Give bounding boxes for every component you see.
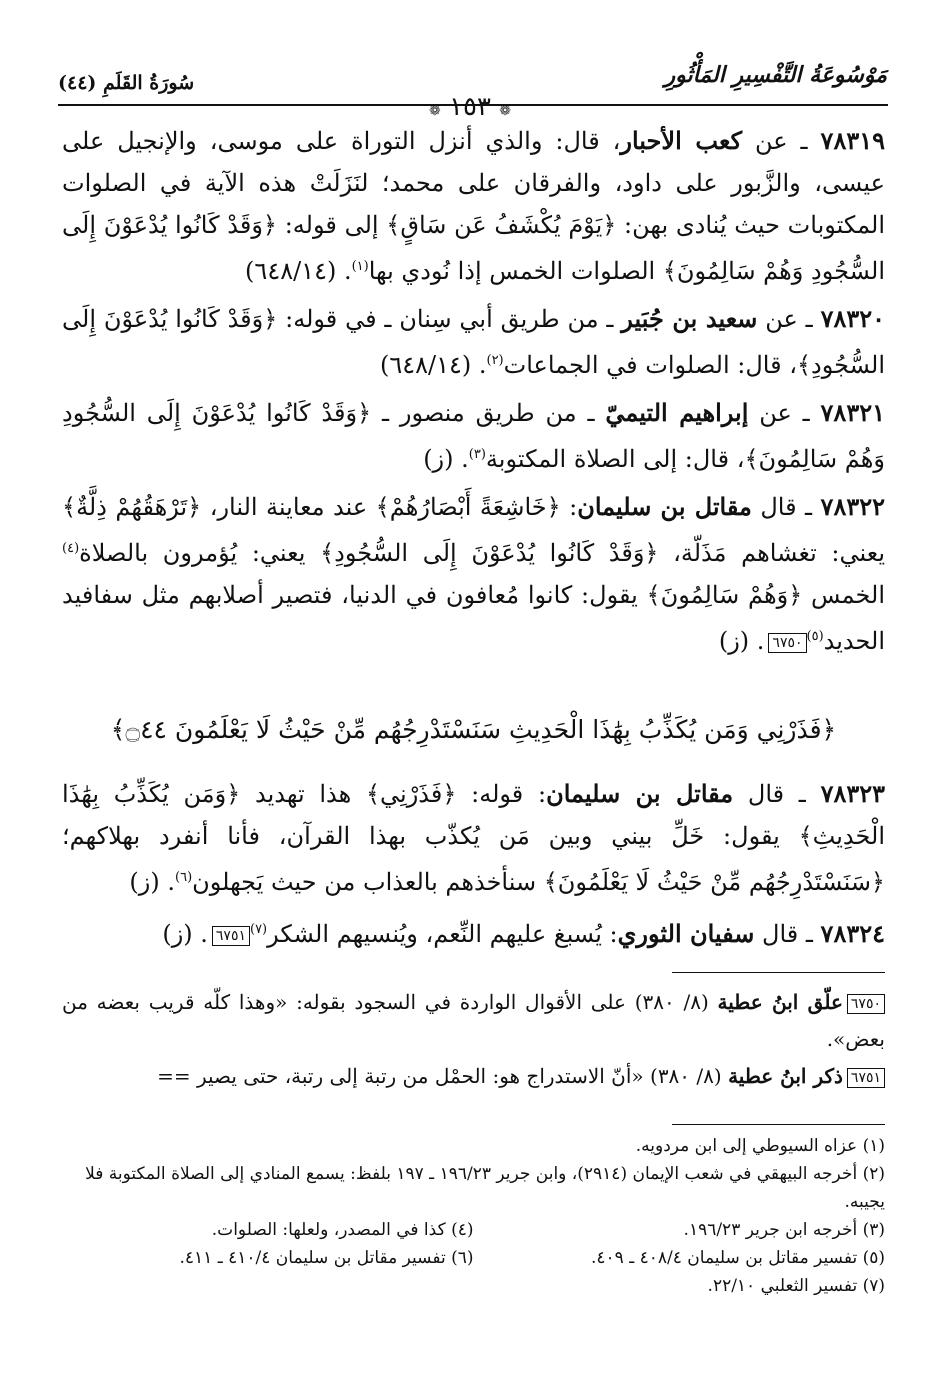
footnotes	[62, 1132, 885, 1300]
note-lead: علّق ابنُ عطية	[717, 990, 843, 1014]
book-title: مَوْسُوعَةُ التَّفْسِيرِ المَأْثُورِ	[664, 62, 887, 88]
commentary-note	[62, 984, 885, 1058]
entry-text: : قوله: ﴿فَذَرْنِي﴾ هذا تهديد ﴿وَمَن يُكَذِّبُ بِهَٰذَا الْحَدِيثِ﴾ يقول: خَلِّ بيني وبين مَن يُكذّب بهذا القرآن، فأنا أنفرد بهلاكهم؛ ﴿سَنَسْتَدْرِجُهُم مِّنْ حَيْثُ لَا يَعْلَمُونَ﴾ سنأخذهم بالعذاب من حيث يَجهلون	[62, 780, 885, 896]
footnote: (٦) تفسير مقاتل بن سليمان ٤١٠/٤ ـ ٤١١.	[179, 1248, 474, 1268]
entry-text: ـ عن	[757, 305, 813, 333]
entry-source: مقاتل بن سليمان	[546, 779, 734, 808]
footnotes-divider	[672, 1124, 885, 1125]
entry	[62, 486, 885, 662]
note-box-ref: ٦٧٥٠	[768, 633, 806, 653]
entry-text: ، قال: والذي أنزل التوراة على موسى، والإنجيل على عيسى، والزَّبور على داود، والفرقان على محمد؛ لنَزَلَتْ هذه الآية في الصلوات المكتوبات حيث يُنادى بهن: ﴿يَوْمَ يُكْشَفُ عَن سَاقٍ﴾ إلى قوله: ﴿وَقَدْ كَانُوا يُدْعَوْنَ إِلَى السُّجُودِ وَهُمْ سَالِمُونَ﴾ الصلوات الخمس إذا نُودي بها	[62, 127, 885, 285]
footnote-ref: (٤)	[62, 541, 80, 556]
footnote-ref: (٧)	[249, 922, 268, 937]
entry-source: إبراهيم التيميّ	[605, 398, 749, 427]
footnote-row	[62, 1216, 885, 1244]
commentary-notes	[62, 984, 885, 1095]
note-lead: ذكر ابنُ عطية	[728, 1064, 843, 1088]
entry	[62, 773, 885, 903]
entry-text: ـ عن	[748, 399, 810, 427]
entry-text: ـ قال	[751, 493, 813, 521]
entry-text: : يُسبغ عليهم النِّعم، ويُنسيهم الشكر	[267, 920, 618, 948]
entries-block	[62, 120, 885, 662]
header-rule	[58, 104, 888, 106]
note-text: (٨/ ٣٨٠) «أنّ الاستدراج هو: الحمْل من رتبة إلى رتبة، حتى يصير ==	[157, 1064, 729, 1088]
ornament-icon: ❁	[499, 103, 511, 119]
entry-text: ـ قال	[733, 780, 806, 808]
entry-source: سعيد بن جُبَير	[621, 304, 758, 333]
footnote: (٢) أخرجه البيهقي في شعب الإيمان (٢٩١٤)، وابن جرير ١٩٦/٢٣ ـ ١٩٧ بلفظ: يسمع المنادي إلى الصلاة المكتوبة فلا يجيبه.	[85, 1164, 885, 1212]
entry-text: : ﴿خَاشِعَةً أَبْصَارُهُمْ﴾ عند معاينة النار، ﴿تَرْهَقُهُمْ ذِلَّةٌ﴾ يعني: تغشاهم مَذَلّة، ﴿وَقَدْ كَانُوا يُدْعَوْنَ إِلَى السُّجُودِ﴾ يعني: يُؤمرون بالصلاة	[62, 493, 885, 567]
note-box: ٦٧٥١	[847, 1068, 885, 1088]
entry	[62, 120, 885, 292]
entries-block-2	[62, 773, 885, 955]
surah-name: سُورَةُ القَلَمِ (٤٤)	[58, 72, 195, 94]
footnote-ref: (٥)	[806, 629, 824, 644]
footnote: (١) عزاه السيوطي إلى ابن مردويه.	[635, 1136, 885, 1156]
entry-number: ٧٨٣٢٣	[820, 779, 886, 808]
entry	[62, 298, 885, 386]
entry	[62, 909, 885, 955]
quran-verse: ﴿فَذَرْنِي وَمَن يُكَذِّبُ بِهَٰذَا الْحَدِيثِ سَنَسْتَدْرِجُهُم مِّنْ حَيْثُ لَا يَعْلَمُونَ ۝٤٤﴾	[110, 715, 837, 744]
entry-text: ـ عن	[742, 127, 808, 155]
entry-number: ٧٨٣٢٠	[820, 304, 886, 333]
footnote: (٧) تفسير الثعلبي ٢٢/١٠.	[707, 1276, 885, 1296]
entry-number: ٧٨٣٢٢	[820, 492, 885, 521]
note-text: (٨/ ٣٨٠) على الأقوال الواردة في السجود بقوله: «وهذا كلّه قريب بعضه من بعض».	[62, 990, 885, 1051]
entry-source: سفيان الثوري	[617, 919, 755, 948]
entry-text: الخمس ﴿وَهُمْ سَالِمُونَ﴾ يقول: كانوا مُعافون في الدنيا، فتصير أصلابهم مثل سفافيد الحديد	[62, 581, 885, 655]
entry-ref: . (ز)	[129, 868, 175, 896]
footnote-ref: (٢)	[486, 353, 504, 368]
entry-number: ٧٨٣٢١	[820, 398, 885, 427]
entry-ref: . (٦٤٨/١٤)	[245, 257, 352, 285]
entry-text: ـ قال	[754, 920, 813, 948]
notes-divider	[672, 972, 885, 973]
footnote-ref: (١)	[351, 259, 369, 274]
entry-ref: . (٦٤٨/١٤)	[379, 351, 487, 379]
entry-text: ـ من طريق أبي سِنان ـ في قوله: ﴿وَقَدْ كَانُوا يُدْعَوْنَ إِلَى السُّجُودِ﴾، قال: الصلوات في الجماعات	[62, 305, 885, 379]
footnote: (٤) كذا في المصدر، ولعلها: الصلوات.	[211, 1220, 474, 1240]
ornament-icon: ❁	[429, 103, 441, 119]
page-number-block	[405, 92, 535, 122]
footnote-ref: (٦)	[175, 870, 193, 885]
entry-number: ٧٨٣٢٤	[820, 919, 885, 948]
footnote-ref: (٣)	[468, 447, 486, 462]
footnote-row	[62, 1244, 885, 1272]
entry-text: ـ من طريق منصور ـ ﴿وَقَدْ كَانُوا يُدْعَوْنَ إِلَى السُّجُودِ وَهُمْ سَالِمُونَ﴾، قال: إلى الصلاة المكتوبة	[62, 399, 885, 473]
entry-source: مقاتل بن سليمان	[577, 492, 752, 521]
page-number: ١٥٣	[449, 92, 491, 122]
note-box-ref: ٦٧٥١	[212, 926, 250, 946]
entry-ref: . (ز)	[423, 445, 469, 473]
entry-source: كعب الأحبار	[620, 126, 743, 155]
entry	[62, 392, 885, 480]
note-box: ٦٧٥٠	[847, 994, 885, 1014]
footnote: (٣) أخرجه ابن جرير ١٩٦/٢٣.	[683, 1220, 885, 1240]
commentary-note	[62, 1058, 885, 1095]
entry-ref: . (ز)	[162, 920, 208, 948]
entry-ref: . (ز)	[718, 627, 765, 655]
entry-number: ٧٨٣١٩	[820, 126, 885, 155]
footnote: (٥) تفسير مقاتل بن سليمان ٤٠٨/٤ ـ ٤٠٩.	[591, 1248, 885, 1268]
